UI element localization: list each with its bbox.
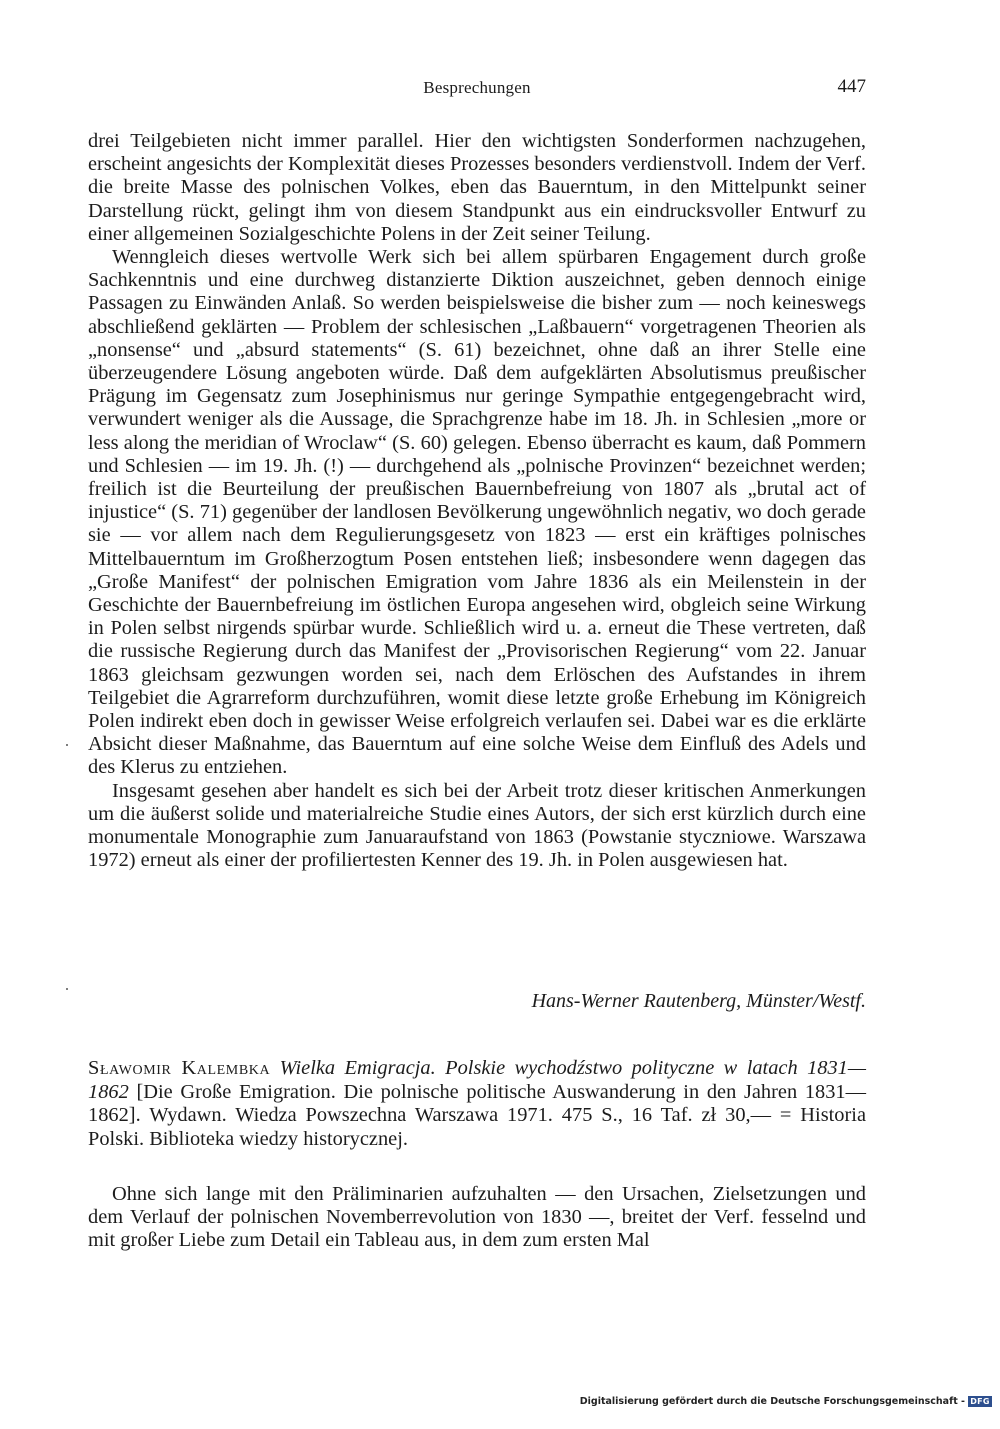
paragraph: Insgesamt gesehen aber handelt es sich bei der Arbeit trotz dieser kritischen Anmerkungen um die äußerst solide und materialreiche Studie eines Autors, der sich erst kürzlich durch eine monumentale Monographie zum Januaraufstand von 1863 (Powstanie styczniowe. Warszawa 1972) erneut als einer der profiliertesten Kenner des 19. Jh. in Polen ausgewiesen hat. <box>88 779 866 872</box>
footer-text: Digitalisierung gefördert durch die Deutsche Forschungsgemeinschaft - <box>579 1396 965 1407</box>
dfg-logo-icon: DFG <box>968 1396 992 1407</box>
book-title: Wielka Emigracja. Polskie wychodźstwo polityczne w latach 1831—1862 <box>88 1057 866 1103</box>
scan-speck <box>66 988 68 990</box>
page-header <box>88 76 866 106</box>
review-body-2 <box>88 1183 866 1253</box>
paragraph: drei Teilgebieten nicht immer parallel. Hier den wichtigsten Sonderformen nachzugehen, erscheint angesichts der Komplexität dieses Prozesses besonders verdienstvoll. Indem der Verf. die breite Masse des polnischen Volkes, eben das Bauerntum, in den Mittelpunkt seiner Darstellung rückt, gelingt ihm von diesem Standpunkt aus ein eindrucksvoller Entwurf zu einer allgemeinen Sozialgeschichte Polens in der Zeit seiner Teilung. <box>88 130 866 245</box>
scan-speck <box>66 744 68 746</box>
reviewer-signature: Hans-Werner Rautenberg, Münster/Westf. <box>531 990 866 1012</box>
digitization-footer <box>580 1396 992 1407</box>
book-author: Sławomir Kalembka <box>88 1057 271 1079</box>
book-details: [Die Große Emigration. Die polnische politische Auswanderung in den Jahren 1831—1862]. Wydawn. Wiedza Powszechna Warszawa 1971. 475 S., 16 Taf. zł 30,— = Historia Polski. Biblioteka wiedzy historycznej. <box>88 1080 866 1150</box>
paragraph: Wenngleich dieses wertvolle Werk sich bei allem spürbaren Engagement durch große Sachkenntnis und eine durchweg distanzierte Diktion auszeichnet, geben dennoch einige Passagen zu Einwänden Anlaß. So werden beispielsweise die bisher zum — noch keineswegs abschließend geklärten — Problem der schlesischen „Laßbauern“ vorgetragenen Theorien als „nonsense“ und „absurd statements“ (S. 61) bezeichnet, ohne daß an ihrer Stelle eine überzeugendere Lösung angeboten würde. Daß dem aufgeklärten Absolutismus preußischer Prägung im Gegensatz zum Josephinismus nur geringe Sympathie entgegengebracht wird, verwundert weniger als die Aussage, die Sprachgrenze habe im 18. Jh. in Schlesien „more or less along the meridian of Wroclaw“ (S. 60) gelegen. Ebenso überracht es kaum, daß Pommern und Schlesien — im 19. Jh. (!) — durchgehend als „polnische Provinzen“ bezeichnet werden; freilich ist die Beurteilung der preußischen Bauernbefreiung von 1807 als „brutal act of injustice“ (S. 71) gegenüber der landlosen Bevölkerung ungewöhnlich negativ, wo doch gerade sie — vor allem nach dem Regulierungsgesetz von 1823 — erst ein kräftiges polnisches Mittelbauerntum im Großherzogtum Posen entstehen ließ; insbesondere wenn dagegen das „Große Manifest“ der polnischen Emigration vom Jahre 1836 als ein Meilenstein in der Geschichte der Bauernbefreiung im östlichen Europa angesehen wird, obgleich seine Wirkung in Polen selbst nirgends spürbar wurde. Schließlich wird u. a. erneut die These vertreten, daß die russische Regierung durch das Manifest der „Provisorischen Regierung“ vom 22. Januar 1863 gleichsam gezwungen worden sei, nach dem Erlöschen des Aufstandes in ihrem Teilgebiet die Agrarreform durchzuführen, womit diese letzte große Erhebung im Königreich Polen indirekt eben doch in gewisser Weise erfolgreich verlaufen sei. Dabei war es die erklärte Absicht dieser Maßnahme, das Bauerntum auf eine solche Weise dem Einfluß des Adels und des Klerus zu entziehen. <box>88 246 866 779</box>
running-head: Besprechungen <box>423 78 531 97</box>
bibliographic-entry <box>88 1057 866 1151</box>
paragraph: Ohne sich lange mit den Präliminarien aufzuhalten — den Ursachen, Zielsetzungen und dem Verlauf der polnischen Novemberrevolution von 1830 —, breitet der Verf. fesselnd und mit großer Liebe zum Detail ein Tableau aus, in dem zum ersten Mal <box>88 1183 866 1252</box>
review-body <box>88 130 866 873</box>
page-number: 447 <box>837 76 866 97</box>
